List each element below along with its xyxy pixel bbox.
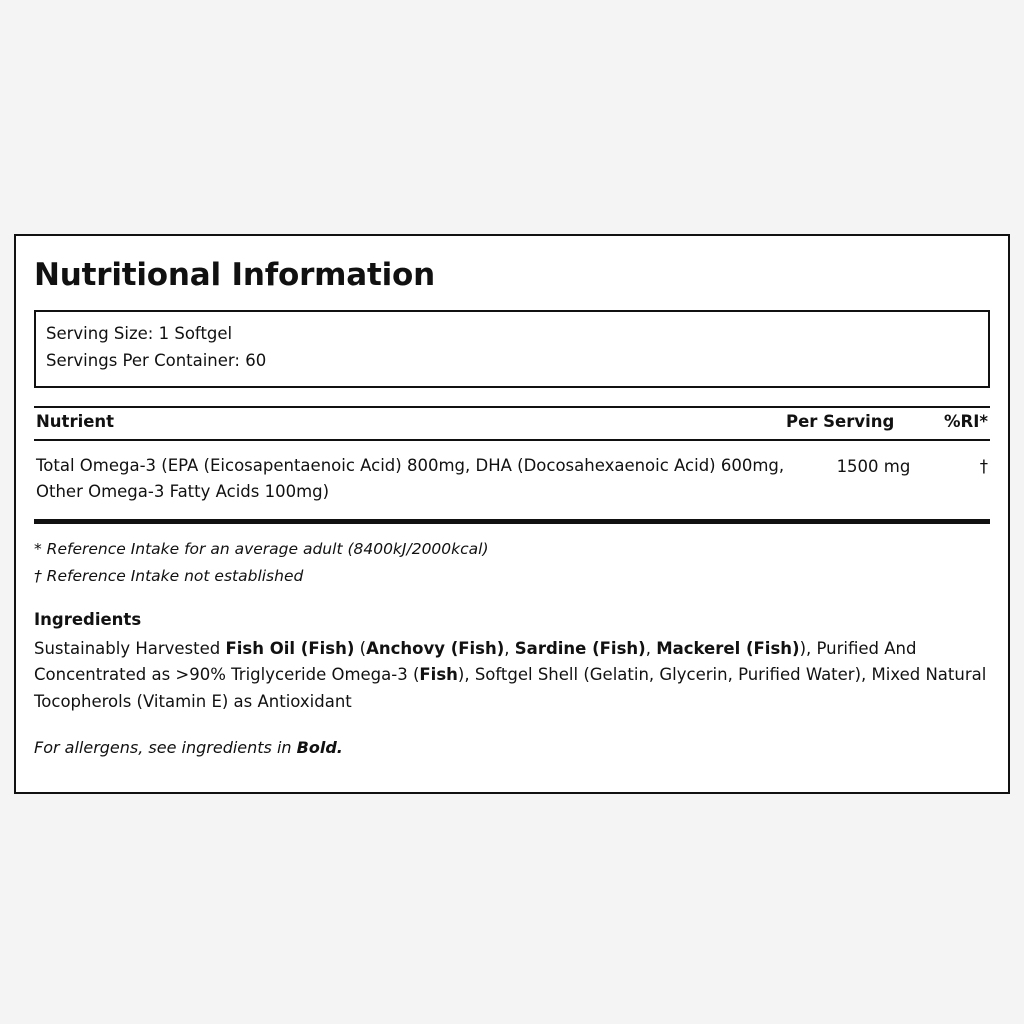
footnotes [34, 536, 990, 589]
nutrition-panel [14, 234, 1010, 794]
serving-info-box [34, 310, 990, 387]
serving-size-line: Serving Size: 1 Softgel [46, 324, 233, 344]
ingredient-text: ), Purified And Concentrated as >90% Triglyceride Omega-3 ( [34, 638, 917, 685]
table-row [34, 441, 990, 520]
ingredient-text: Sustainably Harvested [34, 638, 226, 658]
ingredient-allergen: Fish [419, 665, 458, 685]
table-header-row [34, 408, 990, 439]
servings-per-container-line: Servings Per Container: 60 [46, 350, 267, 370]
ingredient-allergen: Mackerel (Fish) [656, 638, 800, 658]
ingredient-text: , [645, 638, 657, 658]
ingredient-allergen: Fish Oil (Fish) [225, 638, 355, 658]
nutrient-ri: † [979, 456, 988, 476]
allergen-note [34, 735, 990, 761]
ingredient-allergen: Sardine (Fish) [514, 638, 646, 658]
column-header-per-serving: Per Serving [786, 411, 895, 431]
table-bottom-rule [34, 519, 990, 524]
nutrient-name: Total Omega-3 (EPA (Eicosapentaenoic Acid) 800mg, DHA (Docosahexaenoic Acid) 600mg, Other Omega-3 Fatty Acids 100mg) [36, 455, 785, 501]
column-header-ri: %RI* [943, 411, 988, 431]
nutrient-per-serving: 1500 mg [836, 456, 911, 476]
ingredients-text [34, 636, 990, 716]
ingredients-heading: Ingredients [34, 609, 142, 629]
ingredient-allergen: Anchovy (Fish) [366, 638, 505, 658]
allergen-note-plain: For allergens, see ingredients in [34, 737, 297, 757]
ingredient-text: ), Softgel Shell (Gelatin, Glycerin, Purified Water), Mixed Natural Tocopherols (Vitamin E) as Antioxidant [34, 665, 987, 712]
ingredient-text: ( [354, 638, 367, 658]
ingredient-text: , [504, 638, 515, 658]
page-title: Nutritional Information [34, 257, 436, 293]
allergen-note-bold: Bold. [296, 737, 343, 757]
footnote-ri-not-established: † Reference Intake not established [34, 566, 304, 585]
footnote-reference-intake: * Reference Intake for an average adult (8400kJ/2000kcal) [34, 540, 489, 559]
column-header-nutrient: Nutrient [36, 411, 115, 431]
